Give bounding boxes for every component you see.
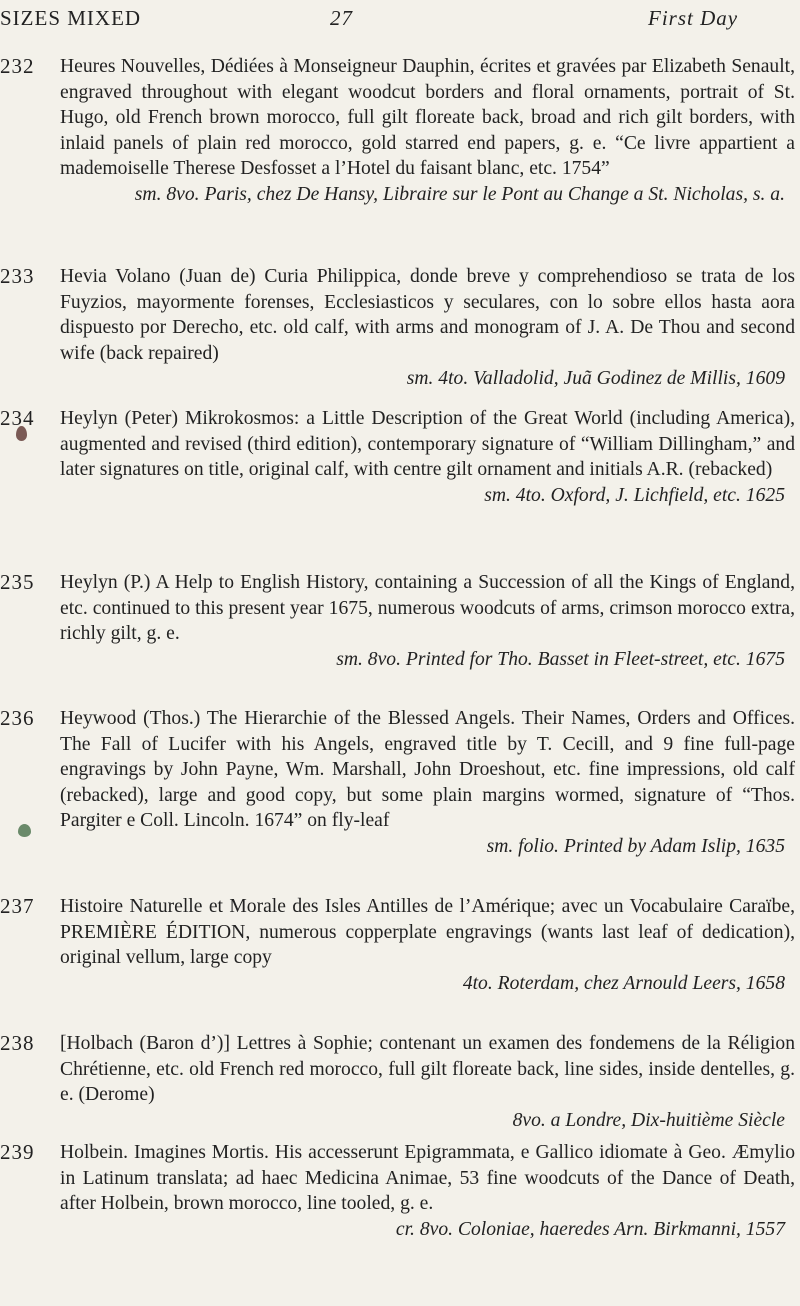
page-number: 27 bbox=[330, 6, 353, 30]
lot-description: [Holbach (Baron d’)] Lettres à Sophie; contenant un examen des fondemens de la Réligion Chrétienne, etc. old French red morocco, full gilt floreate back, line sides, inside dentelles, g. e. (Derome) bbox=[60, 1033, 795, 1105]
lot-imprint: sm. 4to. Oxford, J. Lichfield, etc. 1625 bbox=[484, 484, 785, 506]
page-header bbox=[0, 6, 800, 36]
lot-description: Heywood (Thos.) The Hierarchie of the Blessed Angels. Their Names, Orders and Offices. The Fall of Lucifer with his Angels, engraved title by T. Cecill, and 9 fine full-page engravings by John Payne, Wm. Marshall, John Droeshout, etc. fine impressions, old calf (rebacked), large and good copy, but some plain margins wormed, signature of “Thos. Pargiter e Coll. Lincoln. 1674” on fly-leaf bbox=[60, 708, 795, 831]
lot-number: 233 bbox=[0, 264, 35, 288]
lot-description: Hevia Volano (Juan de) Curia Philippica, donde breve y comprehendioso se trata de los Fuyzios, mayormente forenses, Ecclesiasticos y seculares, con lo sobre ellos hasta aora dispuesto por Derecho, etc. old calf, with arms and monogram of J. A. De Thou and second wife (back repaired) bbox=[60, 266, 795, 364]
sale-day: First Day bbox=[648, 6, 739, 30]
lot-number: 232 bbox=[0, 54, 35, 78]
lot-imprint: sm. 4to. Valladolid, Juã Godinez de Millis, 1609 bbox=[406, 368, 785, 389]
lot-description: Holbein. Imagines Mortis. His accesserunt Epigrammata, e Gallico idiomate à Geo. Æmylio in Latinum translata; ad haec Medicina Animae, 53 fine woodcuts of the Dance of Death, after Holbein, brown morocco, line tooled, g. e. bbox=[60, 1142, 795, 1214]
lot-number: 237 bbox=[0, 894, 35, 918]
lot-number: 236 bbox=[0, 706, 35, 730]
lot-imprint: 4to. Roterdam, chez Arnould Leers, 1658 bbox=[462, 972, 785, 994]
lot-imprint: sm. folio. Printed by Adam Islip, 1635 bbox=[486, 835, 785, 857]
lot-description: Heures Nouvelles, Dédiées à Monseigneur Dauphin, écrites et gravées par Elizabeth Senault, engraved throughout with elegant woodcut borders and floral ornaments, portrait of St. Hugo, old French brown morocco, full gilt floreate back, broad and rich gilt borders, with inlaid panels of plain red morocco, gold starred end papers, g. e. “Ce livre appartient a mademoiselle Therese Desfosset a l’Hotel du faisant blanc, etc. 1754” bbox=[60, 56, 795, 179]
lot-description: Histoire Naturelle et Morale des Isles Antilles de l’Amérique; avec un Vocabulaire Caraïbe, PREMIÈRE ÉDITION, numerous copperplate engravings (wants last leaf of dedication), original vellum, large copy bbox=[60, 896, 795, 968]
lot-imprint: sm. 8vo. Paris, chez De Hansy, Libraire sur le Pont au Change a St. Nicholas, s. a. bbox=[134, 183, 785, 205]
margin-mark-2 bbox=[18, 824, 31, 837]
lot-description: Heylyn (Peter) Mikrokosmos: a Little Description of the Great World (including America), augmented and revised (third edition), contemporary signature of “William Dillingham,” and later signatures on title, original calf, with centre gilt ornament and initials A.R. (rebacked) bbox=[60, 408, 795, 480]
section-title: SIZES MIXED bbox=[0, 6, 142, 30]
lot-imprint: 8vo. a Londre, Dix-huitième Siècle bbox=[512, 1109, 785, 1131]
lot-number: 238 bbox=[0, 1031, 35, 1055]
lot-imprint: cr. 8vo. Coloniae, haeredes Arn. Birkmanni, 1557 bbox=[395, 1218, 785, 1240]
lot-description: Heylyn (P.) A Help to English History, containing a Succession of all the Kings of England, etc. continued to this present year 1675, numerous woodcuts of arms, crimson morocco extra, richly gilt, g. e. bbox=[60, 572, 795, 644]
lot-imprint: sm. 8vo. Printed for Tho. Basset in Fleet-street, etc. 1675 bbox=[336, 648, 785, 670]
lot-number: 235 bbox=[0, 570, 35, 594]
lot-number: 239 bbox=[0, 1140, 35, 1164]
lot-number: 234 bbox=[0, 406, 35, 430]
